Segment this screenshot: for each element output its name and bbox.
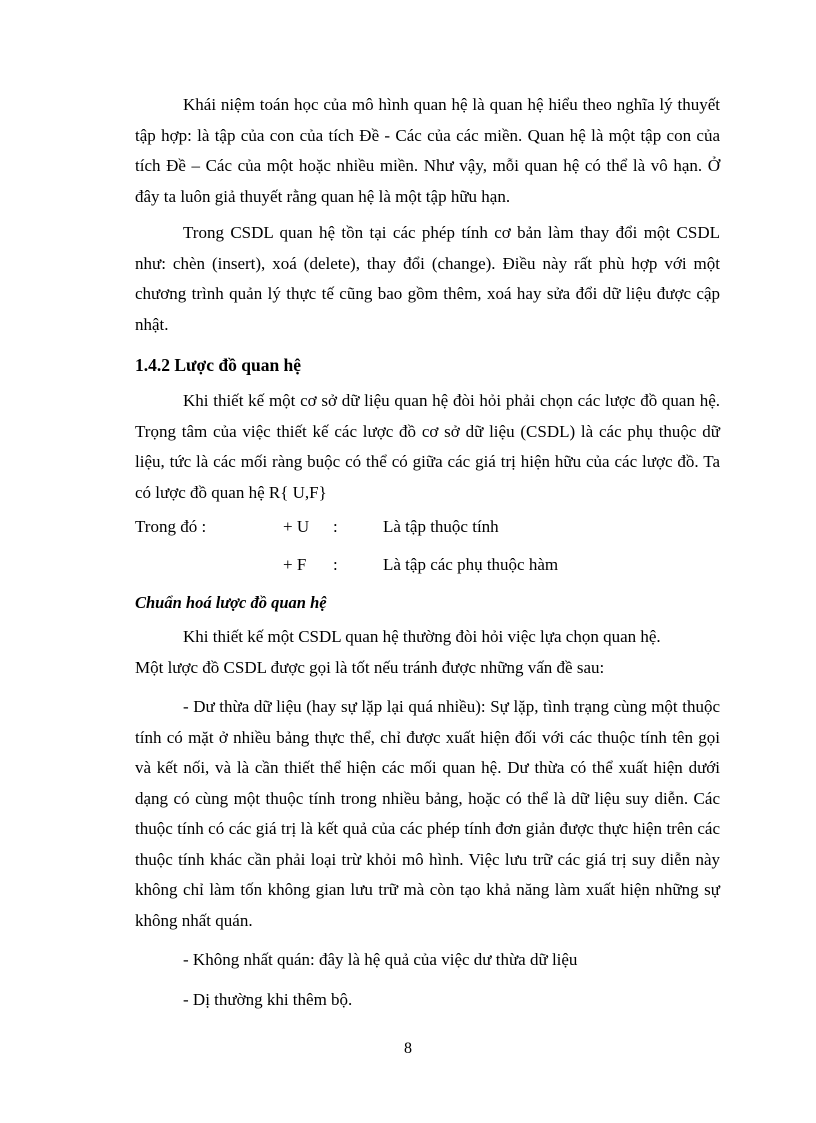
definition-row (87, 550, 720, 580)
definition-label-empty (87, 550, 283, 580)
definition-symbol: + F (283, 555, 307, 574)
definition-colon: : (333, 555, 338, 574)
definition-text: Là tập các phụ thuộc hàm (383, 555, 559, 574)
paragraph-insert-anomaly: - Dị thường khi thêm bộ. (183, 989, 353, 1009)
paragraph-normalization-line2: Một lược đồ CSDL được gọi là tốt nếu tránh được những vấn đề sau: (135, 657, 605, 677)
page-number: 8 (404, 1040, 412, 1057)
definition-text: Là tập thuộc tính (383, 517, 499, 536)
definition-symbol: + U (283, 517, 310, 536)
definition-list (135, 512, 720, 580)
paragraph-redundancy: - Dư thừa dữ liệu (hay sự lặp lại quá nhiều): Sự lặp, tình trạng cùng một thuộc tính có mặt ở nhiều bảng thực thể, chỉ được xuất hiện đối với các thuộc tính tên gọi và kết nối, và là cần thiết thể hiện các mối quan hệ. Dư thừa có thể xuất hiện dưới dạng có cùng một thuộc tính trong nhiều bảng, hoặc có thể là dữ liệu suy diễn. Các thuộc tính có các giá trị là kết quả của các phép tính đơn giản được thực hiện trên các thuộc tính khác cần phải loại trừ khỏi mô hình. Việc lưu trữ các giá trị suy diễn này không chỉ làm tốn không gian lưu trữ mà còn tạo khả năng làm xuất hiện những sự không nhất quán. (135, 697, 720, 930)
paragraph-normalization-line1: Khi thiết kế một CSDL quan hệ thường đòi hỏi việc lựa chọn quan hệ. (183, 627, 661, 646)
paragraph-schema-design: Khi thiết kế một cơ sở dữ liệu quan hệ đòi hỏi phải chọn các lược đồ quan hệ. Trọng tâm của việc thiết kế các lược đồ cơ sở dữ liệu (CSDL) là các phụ thuộc dữ liệu, tức là các mối ràng buộc có thể có giữa các giá trị hiện hữu của các lược đồ. Ta có lược đồ quan hệ R{ U,F} (135, 391, 720, 502)
definition-row (87, 512, 720, 542)
paragraph-relational-concept: Khái niệm toán học của mô hình quan hệ là quan hệ hiểu theo nghĩa lý thuyết tập hợp: là tập của con của tích Đề - Các của các miền. Quan hệ là một tập con của tích Đề – Các của một hoặc nhiều miền. Như vậy, mỗi quan hệ có thể là vô hạn. Ở đây ta luôn giả thuyết rằng quan hệ là một tập hữu hạn. (135, 95, 720, 206)
definition-colon: : (333, 517, 338, 536)
section-heading: 1.4.2 Lược đồ quan hệ (135, 355, 302, 375)
document-page (135, 90, 720, 1015)
paragraph-inconsistency: - Không nhất quán: đây là hệ quả của việc dư thừa dữ liệu (183, 950, 578, 969)
definition-label: Trong đó : (135, 517, 207, 536)
subsection-heading: Chuẩn hoá lược đồ quan hệ (135, 593, 327, 612)
paragraph-operations: Trong CSDL quan hệ tồn tại các phép tính cơ bản làm thay đổi một CSDL như: chèn (insert), xoá (delete), thay đổi (change). Điều này rất phù hợp với một chương trình quản lý thực tế cũng bao gồm thêm, xoá hay sửa đổi dữ liệu được cập nhật. (135, 223, 720, 334)
